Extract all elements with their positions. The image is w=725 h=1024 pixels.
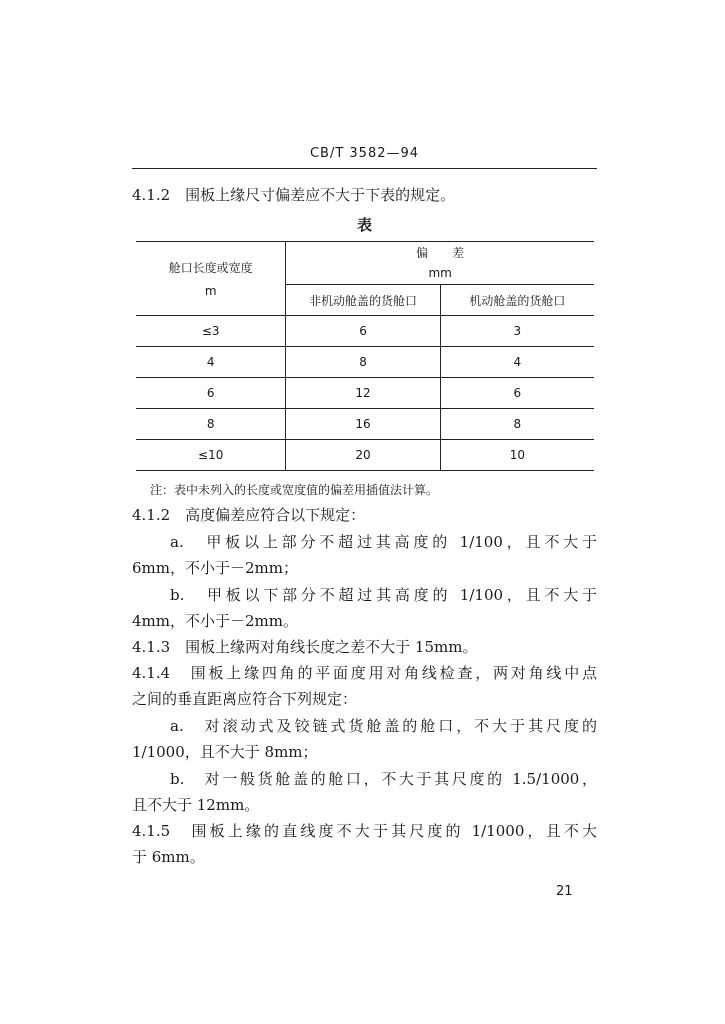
table-row bbox=[136, 440, 594, 471]
deviation-header-label: 偏 差 bbox=[416, 246, 465, 260]
intro-paragraph: 4.1.2 围板上缘尺寸偏差应不大于下表的规定。 bbox=[132, 186, 456, 204]
standard-code-header: CB/T 3582—94 bbox=[309, 146, 420, 161]
cell-size: ≤10 bbox=[136, 440, 286, 471]
table-row bbox=[136, 409, 594, 440]
cell-size: ≤3 bbox=[136, 316, 286, 347]
section-4-1-4-line1: 4.1.4 围板上缘四角的平面度用对角线检查，两对角线中点 bbox=[132, 664, 597, 682]
table-row bbox=[136, 316, 594, 347]
cell-mechanical: 10 bbox=[440, 440, 594, 471]
cell-non-mechanical: 8 bbox=[286, 347, 440, 378]
deviation-header bbox=[286, 242, 594, 285]
item-a-line2: 6mm，不小于－2mm； bbox=[132, 559, 298, 577]
col-size-header-label: 舱口长度或宽度 bbox=[168, 261, 253, 275]
section-4-1-2-height: 4.1.2 高度偏差应符合以下规定： bbox=[132, 506, 366, 524]
cell-non-mechanical: 20 bbox=[286, 440, 440, 471]
cell-mechanical: 3 bbox=[440, 316, 594, 347]
item-4-1-4-a-line2: 1/1000，且不大于 8mm； bbox=[132, 743, 318, 761]
item-b-line1: b. 甲板以下部分不超过其高度的 1/100，且不大于 bbox=[170, 586, 597, 604]
table-title: 表 bbox=[356, 216, 372, 234]
page-number: 21 bbox=[556, 884, 573, 899]
table-row bbox=[136, 347, 594, 378]
item-4-1-4-b-line1: b. 对一般货舱盖的舱口，不大于其尺度的 1.5/1000， bbox=[170, 770, 597, 788]
col-size-header bbox=[136, 242, 286, 316]
sub-header-non-mechanical: 非机动舱盖的货舱口 bbox=[286, 285, 440, 316]
section-4-1-5-line2: 于 6mm。 bbox=[132, 848, 205, 866]
cell-non-mechanical: 16 bbox=[286, 409, 440, 440]
section-4-1-5-line1: 4.1.5 围板上缘的直线度不大于其尺度的 1/1000，且不大 bbox=[132, 822, 597, 840]
deviation-table bbox=[136, 241, 594, 471]
header-divider bbox=[132, 168, 597, 169]
deviation-header-unit: mm bbox=[428, 266, 452, 280]
table-note: 注：表中未列入的长度或宽度值的偏差用插值法计算。 bbox=[150, 483, 439, 497]
item-4-1-4-a-line1: a. 对滚动式及铰链式货舱盖的舱口，不大于其尺度的 bbox=[170, 717, 597, 735]
item-b-line2: 4mm，不小于－2mm。 bbox=[132, 612, 298, 630]
section-4-1-3: 4.1.3 围板上缘两对角线长度之差不大于 15mm。 bbox=[132, 638, 478, 656]
cell-size: 4 bbox=[136, 347, 286, 378]
sub-header-mechanical: 机动舱盖的货舱口 bbox=[440, 285, 594, 316]
cell-mechanical: 8 bbox=[440, 409, 594, 440]
cell-non-mechanical: 12 bbox=[286, 378, 440, 409]
item-4-1-4-b-line2: 且不大于 12mm。 bbox=[132, 796, 260, 814]
cell-size: 8 bbox=[136, 409, 286, 440]
cell-mechanical: 4 bbox=[440, 347, 594, 378]
cell-mechanical: 6 bbox=[440, 378, 594, 409]
item-a-line1: a. 甲板以上部分不超过其高度的 1/100，且不大于 bbox=[170, 533, 597, 551]
table-row bbox=[136, 378, 594, 409]
col-size-header-unit: m bbox=[204, 284, 217, 298]
cell-size: 6 bbox=[136, 378, 286, 409]
section-4-1-4-line2: 之间的垂直距离应符合下列规定： bbox=[132, 690, 358, 708]
cell-non-mechanical: 6 bbox=[286, 316, 440, 347]
